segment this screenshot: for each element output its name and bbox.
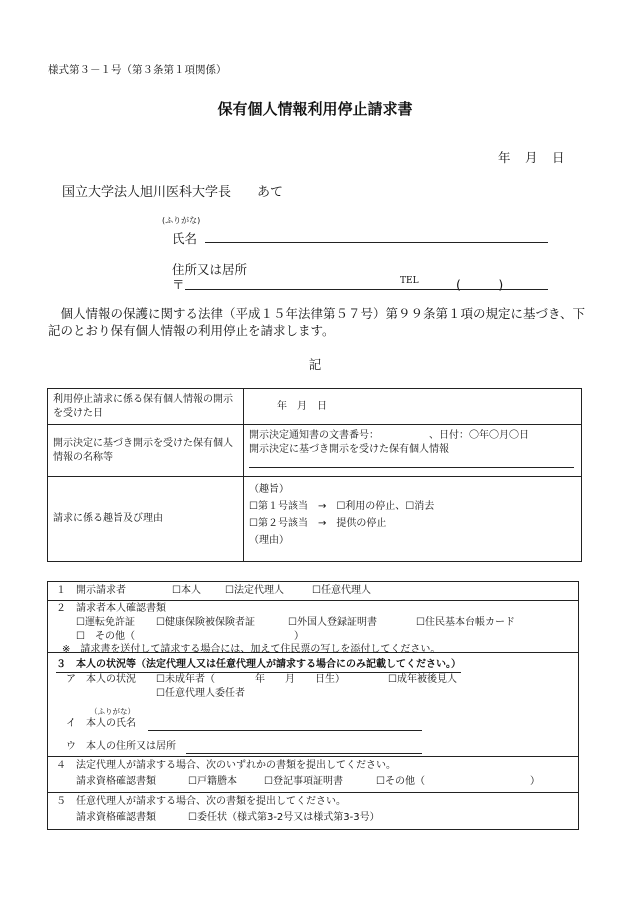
legal-rep-docs-label: 請求資格確認書類 <box>76 776 156 787</box>
voluntary-rep-docs-label: 請求資格確認書類 <box>76 812 156 823</box>
voluntary-rep-docs-row <box>48 792 578 829</box>
purpose-reason-label: 請求に係る趣旨及び理由 <box>48 477 244 562</box>
disclosure-date-field[interactable]: 年 月 日 <box>244 389 582 425</box>
legal-rep-docs-title: ４ 法定代理人が請求する場合、次のいずれかの書類を提出してください。 <box>56 760 396 771</box>
voluntary-rep-docs-title: ５ 任意代理人が請求する場合、次の書類を提出してください。 <box>56 796 346 807</box>
purpose-option-2[interactable]: ☐第２号該当 → 提供の停止 <box>249 518 387 529</box>
registry-certificate-checkbox[interactable]: ☐登記事項証明書 <box>264 776 343 787</box>
mail-note: ※ 請求書を送付して請求する場合には、加えて住民票の写しを添付してください。 <box>62 644 441 655</box>
legal-rep-other-checkbox[interactable]: ☐その他（ <box>376 776 425 787</box>
principal-status-title: ３ 本人の状況等（法定代理人又は任意代理人が請求する場合にのみ記載してください。） <box>56 658 461 673</box>
request-statement: 個人情報の保護に関する法律（平成１５年法律第５７号）第９９条第１項の規定に基づき、下記のとおり保有個人情報の利用停止を請求します。 <box>48 306 586 338</box>
request-details-table <box>47 388 582 562</box>
disclosed-info-label: 開示決定に基づき開示を受けた保有個人情報 <box>249 444 449 455</box>
page-title: 保有個人情報利用停止請求書 <box>217 100 413 118</box>
requester-voluntary-rep-checkbox[interactable]: ☐任意代理人 <box>312 585 371 596</box>
other-doc-close: ） <box>294 631 304 642</box>
addressee: 国立大学法人旭川医科大学長 あて <box>62 185 284 200</box>
info-name-label: 開示決定に基づき開示を受けた保有個人情報の名称等 <box>48 425 244 477</box>
info-name-field[interactable] <box>244 425 582 477</box>
address-field[interactable] <box>185 289 548 290</box>
power-of-attorney-checkbox[interactable]: ☐委任状（様式第3-2号又は様式第3-3号） <box>188 812 380 823</box>
principal-status-label: ア 本人の状況 <box>66 674 136 685</box>
postal-mark: 〒 <box>172 277 185 292</box>
request-date: 年 月 日 <box>498 150 566 165</box>
principal-name-field[interactable] <box>148 730 422 731</box>
health-insurance-checkbox[interactable]: ☐健康保険被保険者証 <box>156 617 255 628</box>
name-label: 氏名 <box>172 231 198 246</box>
form-number: 様式第３－１号（第３条第１項関係） <box>48 64 227 76</box>
ki-heading: 記 <box>308 357 322 372</box>
furigana-label: (ふりがな) <box>162 216 201 225</box>
minor-checkbox[interactable]: ☐未成年者（ 年 月 日生） <box>156 674 345 685</box>
tel-label: TEL <box>400 276 419 286</box>
requester-self-checkbox[interactable]: ☐本人 <box>172 585 201 596</box>
purpose-header: （趣旨） <box>249 484 289 495</box>
requester-type-label: １ 開示請求者 <box>56 585 126 596</box>
alien-registration-checkbox[interactable]: ☐外国人登録証明書 <box>288 617 377 628</box>
delegator-checkbox[interactable]: ☐任意代理人委任者 <box>156 688 245 699</box>
doc-date-label: 、日付：〇年〇月〇日 <box>429 430 529 441</box>
principal-address-label: ウ 本人の住所又は居所 <box>66 741 176 752</box>
drivers-license-checkbox[interactable]: ☐運転免許証 <box>76 617 135 628</box>
legal-rep-docs-row <box>48 756 578 793</box>
principal-furigana-label: （ふりがな） <box>90 707 135 716</box>
identity-docs-row <box>48 600 578 653</box>
address-label: 住所又は居所 <box>172 262 248 277</box>
requester-info-table <box>47 581 579 830</box>
purpose-reason-field[interactable] <box>244 477 582 562</box>
name-field[interactable] <box>205 242 548 243</box>
principal-name-label: イ 本人の氏名 <box>66 718 136 729</box>
tel-field[interactable]: ( ) <box>456 277 504 292</box>
identity-docs-title: ２ 請求者本人確認書類 <box>56 603 166 614</box>
principal-address-field[interactable] <box>186 753 422 754</box>
other-doc-checkbox[interactable]: ☐ その他（ <box>76 631 135 642</box>
resident-card-checkbox[interactable]: ☐住民基本台帳カード <box>416 617 515 628</box>
principal-status-row <box>48 656 578 757</box>
doc-number-label: 開示決定通知書の文書番号： <box>249 430 379 441</box>
adult-ward-checkbox[interactable]: ☐成年被後見人 <box>388 674 457 685</box>
disclosure-date-label: 利用停止請求に係る保有個人情報の開示を受けた日 <box>48 389 244 425</box>
requester-type-row <box>48 582 578 601</box>
requester-legal-rep-checkbox[interactable]: ☐法定代理人 <box>225 585 284 596</box>
purpose-option-1[interactable]: ☐第１号該当 → ☐利用の停止、☐消去 <box>249 501 435 512</box>
reason-header: （理由） <box>249 535 289 546</box>
family-register-checkbox[interactable]: ☐戸籍謄本 <box>188 776 237 787</box>
legal-rep-other-close: ） <box>530 776 540 787</box>
